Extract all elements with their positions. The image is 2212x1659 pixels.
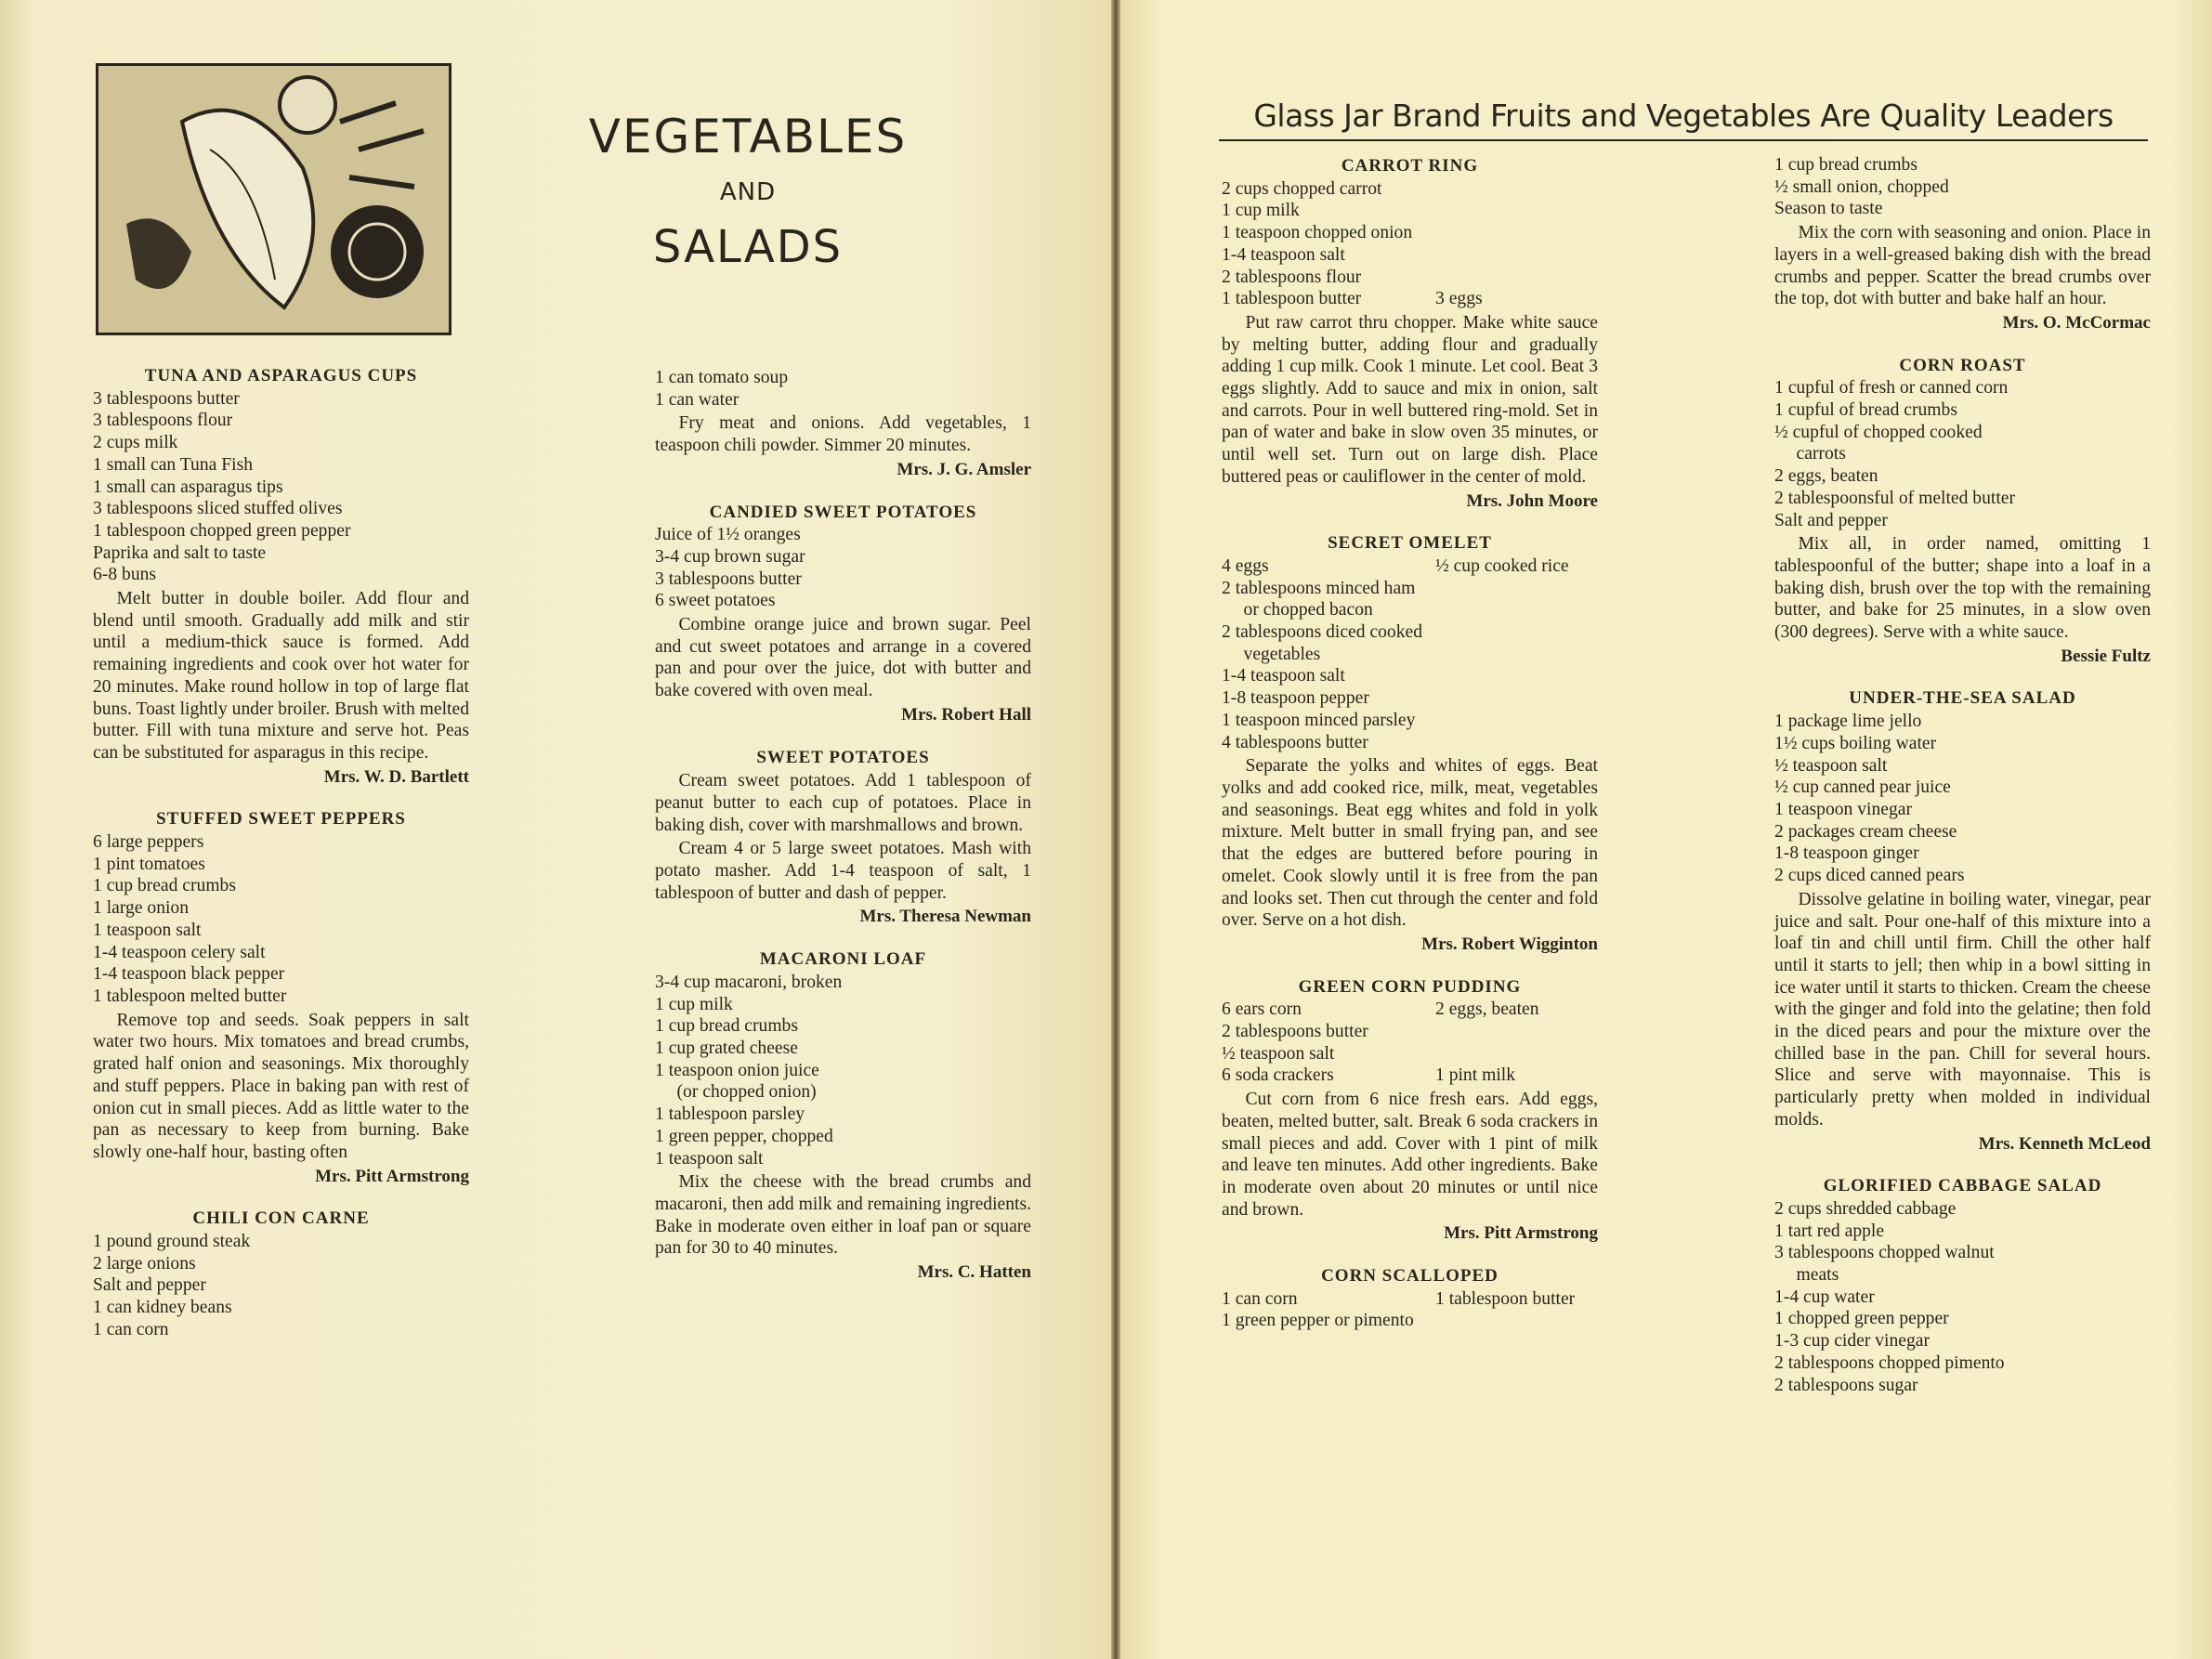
- ingredient-item: 1 package lime jello: [1774, 712, 1922, 732]
- ingredient-item: 1 cupful of fresh or canned corn: [1774, 378, 2009, 398]
- recipe-directions: Mix the corn with seasoning and onion. Place in layers in a well-greased baking dish with the bread crumbs and pepper. Scatter the bread crumbs over the top, dot with butter and bake half an hour.: [1774, 223, 2151, 309]
- ingredient-item: 6 ears corn: [1222, 999, 1302, 1020]
- page-header: Glass Jar Brand Fruits and Vegetables Are Quality Leaders: [1253, 98, 2114, 134]
- recipe-directions: Mix all, in order named, omitting 1 tablespoonful of the butter; shape into a loaf in a baking dish, brush over the top with the remaining butter, and bake for 25 minutes, in a slow oven (300 degrees). Serve with a white sauce.: [1774, 534, 2151, 643]
- recipe-directions: Fry meat and onions. Add vegetables, 1 teaspoon chili powder. Simmer 20 minutes.: [655, 413, 1031, 456]
- recipe-author: Mrs. Robert Hall: [901, 704, 1031, 725]
- recipe: [1222, 1265, 1598, 1332]
- ingredient-item: ½ cup canned pear juice: [1774, 777, 1951, 798]
- ingredient-item: 3 tablespoons butter: [655, 568, 802, 589]
- ingredient-item: 1 can tomato soup: [655, 368, 789, 387]
- section-title-and: AND: [719, 178, 777, 206]
- ingredient-item: 3 eggs: [1435, 289, 1483, 309]
- recipe-author: Mrs. Theresa Newman: [859, 907, 1031, 927]
- ingredient-item: ½ small onion, chopped: [1774, 176, 1949, 197]
- ingredient-item: 2 tablespoons flour: [1222, 267, 1362, 287]
- header-rule: [1219, 139, 2148, 141]
- ingredient-item: 2 tablespoons butter: [1222, 1022, 1368, 1042]
- ingredient-item: vegetables: [1243, 644, 1321, 664]
- recipe: [93, 808, 469, 1187]
- ingredient-item: ½ teaspoon salt: [1222, 1043, 1335, 1064]
- recipe-author: Mrs. Kenneth McLeod: [1978, 1133, 2151, 1154]
- ingredient-item: 1 teaspoon salt: [655, 1148, 764, 1169]
- ingredient-item: 1 can corn: [93, 1319, 169, 1339]
- ingredient-item: Paprika and salt to taste: [93, 542, 267, 563]
- recipe-title: GREEN CORN PUDDING: [1298, 976, 1522, 997]
- ingredient-item: 1-8 teaspoon pepper: [1222, 688, 1369, 709]
- ingredient-item: 3 tablespoons butter: [93, 388, 240, 409]
- ingredient-item: Juice of 1½ oranges: [655, 525, 801, 545]
- recipe-author: Mrs. Pitt Armstrong: [315, 1166, 469, 1186]
- recipe-author: Mrs. O. McCormac: [2002, 312, 2151, 333]
- ingredient-line: [1222, 555, 1598, 578]
- ingredient-item: 4 eggs: [1222, 555, 1269, 576]
- ingredient-item: 2 cups shredded cabbage: [1774, 1198, 1957, 1219]
- recipe: [1774, 355, 2151, 668]
- recipe-directions: Cut corn from 6 nice fresh ears. Add eggs, beaten, melted butter, salt. Break 6 soda crackers in small pieces and add. Cover with 1 pint of milk and leave ten minutes. Add other ingredients. Bake in moderate oven about 20 minutes or until nice and brown.: [1222, 1090, 1598, 1220]
- ingredient-item: meats: [1796, 1265, 1839, 1286]
- ingredient-item: 1 green pepper, chopped: [655, 1126, 833, 1146]
- ingredient-item: 1-4 teaspoon salt: [1222, 244, 1345, 265]
- recipe: [1222, 976, 1598, 1245]
- recipe-title: MACARONI LOAF: [759, 949, 927, 970]
- recipe-directions: Dissolve gelatine in boiling water, vinegar, pear juice and salt. Pour one-half of this mixture into a loaf tin and chill until firm. Chill the other half until it starts to jell; then whip in a bowl sitting in ice water until it starts to thicken. Cream the cheese with the ginger and fold into the gelatine; then fold in the diced pears and pour the mixture over the chilled base in the pan. Chill for several hours. Slice and serve with mayonnaise. This is particularly pretty when molded in individual molds.: [1774, 889, 2151, 1130]
- section-subtitle: SALADS: [652, 221, 844, 273]
- ingredient-item: Season to taste: [1774, 199, 1883, 219]
- recipe-directions: Put raw carrot thru chopper. Make white sauce by melting butter, adding flour and gradually adding 1 cup milk. Cook 1 minute. Let cool. Beat 3 eggs slightly. Add to sauce and mix in onion, salt and carrots. Pour in well buttered ring-mold. Set in pan of water and bake in slow oven 35 minutes, or until well set. Turn out on large dish. Place buttered peas or cauliflower in the center of mold.: [1222, 312, 1598, 487]
- recipe-directions: Remove top and seeds. Soak peppers in salt water two hours. Mix tomatoes and bread crumbs, grated half onion and seasonings. Mix thoroughly and stuff peppers. Place in baking pan with rest of onion cut in small pieces. Add as little water to the pan as necessary to keep from burning. Bake slowly one-half hour, basting often: [93, 1010, 469, 1162]
- ingredient-item: 1 pint milk: [1435, 1065, 1516, 1086]
- recipe-title: UNDER-THE-SEA SALAD: [1849, 688, 2076, 709]
- recipe-author: Mrs. Pitt Armstrong: [1444, 1223, 1598, 1244]
- ingredient-item: 2 tablespoons chopped pimento: [1774, 1352, 2005, 1373]
- ingredient-item: 1 tablespoon butter: [1435, 1288, 1576, 1309]
- ingredient-item: 1 tablespoon parsley: [655, 1104, 805, 1125]
- ingredient-item: 1 large onion: [93, 898, 190, 919]
- ingredient-item: 2 cups chopped carrot: [1222, 178, 1382, 199]
- recipe: [655, 747, 1031, 929]
- ingredient-item: 2 eggs, beaten: [1435, 999, 1539, 1020]
- ingredient-item: 1 tart red apple: [1774, 1221, 1885, 1241]
- ingredient-item: (or chopped onion): [676, 1082, 817, 1103]
- ingredient-item: 1 cupful of bread crumbs: [1774, 400, 1957, 421]
- ingredient-item: 3 tablespoons chopped walnut: [1774, 1243, 1995, 1263]
- recipe-author: Mrs. Robert Wigginton: [1421, 934, 1598, 954]
- recipe-title: GLORIFIED CABBAGE SALAD: [1823, 1176, 2102, 1196]
- recipe-title: CORN ROAST: [1899, 355, 2026, 375]
- recipe-directions: Separate the yolks and whites of eggs. Beat yolks and add cooked rice, milk, meat, vegetables and seasonings. Beat egg whites and fold in yolk mixture. Melt butter in small frying pan, and see that the edges are buttered before pouring in omelet. Cook slowly until it is free from the pan and looks set. Then cut through the center and fold over. Serve on a hot dish.: [1222, 756, 1598, 931]
- recipe: [1222, 532, 1598, 955]
- recipe-title: SWEET POTATOES: [756, 747, 930, 767]
- recipe-author: Mrs. C. Hatten: [917, 1262, 1031, 1283]
- ingredient-item: ½ cupful of chopped cooked: [1774, 422, 1983, 442]
- recipe-author: Bessie Fultz: [2061, 646, 2151, 666]
- ingredient-item: Salt and pepper: [1774, 510, 1888, 530]
- ingredient-line: [1222, 999, 1598, 1021]
- recipe-title: SECRET OMELET: [1328, 533, 1492, 554]
- ingredient-item: 1-4 cup water: [1774, 1287, 1875, 1307]
- recipe-title: CHILI CON CARNE: [192, 1208, 370, 1229]
- recipe: [1774, 154, 2151, 334]
- ingredient-line: [1222, 1065, 1598, 1087]
- ingredient-item: 2 large onions: [93, 1253, 196, 1274]
- ingredient-item: or chopped bacon: [1243, 600, 1373, 620]
- recipe: [655, 367, 1031, 481]
- recipe-title: CORN SCALLOPED: [1321, 1266, 1499, 1287]
- ingredient-item: 2 tablespoons minced ham: [1222, 578, 1416, 598]
- ingredient-item: 2 packages cream cheese: [1774, 821, 1957, 842]
- recipe-title: CARROT RING: [1341, 156, 1479, 176]
- ingredient-line: [1222, 1288, 1598, 1311]
- recipe: [1222, 155, 1598, 512]
- ingredient-item: 1 teaspoon minced parsley: [1222, 710, 1416, 730]
- ingredient-item: 4 tablespoons butter: [1222, 732, 1368, 752]
- ingredient-item: 1 can corn: [1222, 1288, 1298, 1309]
- ingredient-item: 3 tablespoons flour: [93, 411, 233, 431]
- ingredient-item: 1 tablespoon butter: [1222, 289, 1362, 309]
- recipe-directions: Cream 4 or 5 large sweet potatoes. Mash with potato masher. Add 1-4 teaspoon of salt, 1 tablespoon of butter and dash of pepper.: [655, 839, 1031, 903]
- ingredient-item: 1 small can asparagus tips: [93, 477, 283, 497]
- recipe-author: Mrs. John Moore: [1466, 490, 1598, 511]
- ingredient-item: ½ cup cooked rice: [1435, 555, 1569, 576]
- recipe-directions: Cream sweet potatoes. Add 1 tablespoon of peanut butter to each cup of potatoes. Place in baking dish, cover with marshmallows and brown.: [655, 771, 1031, 835]
- ingredient-item: carrots: [1796, 444, 1846, 464]
- ingredient-item: 3-4 cup macaroni, broken: [655, 972, 843, 992]
- recipe: [1774, 1175, 2151, 1396]
- recipe: [93, 1208, 469, 1340]
- ingredient-item: 2 tablespoonsful of melted butter: [1774, 488, 2016, 508]
- recipe-title: TUNA AND ASPARAGUS CUPS: [144, 366, 418, 385]
- ingredient-item: 1 teaspoon salt: [93, 920, 202, 940]
- recipe-title: CANDIED SWEET POTATOES: [709, 502, 977, 522]
- ingredient-item: 6 large peppers: [93, 832, 204, 853]
- ingredient-item: 1 teaspoon onion juice: [655, 1060, 819, 1080]
- ingredient-item: 1 cup bread crumbs: [1774, 155, 1918, 175]
- ingredient-item: 1 cup bread crumbs: [93, 876, 236, 896]
- ingredient-item: 1 cup milk: [1222, 201, 1300, 221]
- ingredient-item: 6 sweet potatoes: [655, 591, 776, 611]
- ingredient-item: 1-4 teaspoon black pepper: [93, 964, 285, 985]
- ingredient-item: 3-4 cup brown sugar: [655, 546, 805, 567]
- ingredient-item: 1 pint tomatoes: [93, 854, 205, 874]
- ingredient-item: 1 teaspoon chopped onion: [1222, 223, 1413, 243]
- recipe: [655, 502, 1031, 726]
- ingredient-item: 2 tablespoons sugar: [1774, 1375, 1918, 1395]
- ingredient-item: ½ teaspoon salt: [1774, 755, 1888, 776]
- ingredient-item: 1 pound ground steak: [93, 1232, 251, 1252]
- vegetables-illustration: [96, 63, 452, 335]
- ingredient-item: 2 cups milk: [93, 433, 178, 453]
- ingredient-item: 2 eggs, beaten: [1774, 466, 1878, 487]
- column-1: [93, 365, 469, 1362]
- ingredient-item: 1-8 teaspoon ginger: [1774, 843, 1919, 864]
- ingredient-item: 1½ cups boiling water: [1774, 733, 1937, 753]
- ingredient-item: 1-4 teaspoon celery salt: [93, 942, 266, 962]
- ingredient-item: 1 cup bread crumbs: [655, 1016, 798, 1037]
- column-4: [1774, 154, 2151, 1417]
- ingredient-item: 1 cup milk: [655, 994, 733, 1014]
- recipe-author: Mrs. W. D. Bartlett: [323, 766, 469, 787]
- ingredient-item: 1 small can Tuna Fish: [93, 454, 254, 475]
- ingredient-item: 3 tablespoons sliced stuffed olives: [93, 499, 343, 519]
- ingredient-item: Salt and pepper: [93, 1275, 206, 1296]
- ingredient-item: 1 can water: [655, 389, 740, 410]
- ingredient-item: 1 green pepper or pimento: [1222, 1311, 1414, 1331]
- column-3: [1222, 155, 1598, 1352]
- ingredient-item: 6-8 buns: [93, 565, 157, 585]
- section-title: VEGETABLES: [588, 110, 908, 163]
- ingredient-item: 1 teaspoon vinegar: [1774, 799, 1912, 819]
- book-gutter: [1111, 0, 1120, 1659]
- ingredient-item: 1 can kidney beans: [93, 1298, 232, 1318]
- ingredient-item: 2 tablespoons diced cooked: [1222, 622, 1423, 643]
- ingredient-item: 1 chopped green pepper: [1774, 1309, 1949, 1329]
- recipe: [655, 948, 1031, 1284]
- recipe-directions: Combine orange juice and brown sugar. Peel and cut sweet potatoes and arrange in a covered pan and pour over the juice, dot with butter and bake covered with oven meal.: [655, 615, 1031, 701]
- ingredient-item: 1 tablespoon melted butter: [93, 986, 287, 1006]
- ingredient-item: 2 cups diced canned pears: [1774, 866, 1965, 886]
- ingredient-line: [1222, 288, 1598, 310]
- ingredient-item: 1 cup grated cheese: [655, 1038, 798, 1058]
- recipe-directions: Mix the cheese with the bread crumbs and macaroni, then add milk and remaining ingredients. Bake in moderate oven either in loaf pan or square pan for 30 to 40 minutes.: [655, 1172, 1031, 1259]
- recipe-author: Mrs. J. G. Amsler: [897, 459, 1031, 479]
- recipe: [93, 365, 469, 788]
- ingredient-item: 1-4 teaspoon salt: [1222, 666, 1345, 686]
- ingredient-item: 1-3 cup cider vinegar: [1774, 1331, 1931, 1352]
- recipe-title: STUFFED SWEET PEPPERS: [156, 809, 406, 830]
- recipe: [1774, 687, 2151, 1155]
- recipe-directions: Melt butter in double boiler. Add flour and blend until smooth. Gradually add milk and stir until a medium-thick sauce is formed. Add remaining ingredients and cook over hot water for 20 minutes. Make round hollow in top of large flat buns. Toast lightly under broiler. Brush with melted butter. Fill with tuna mixture and serve hot. Peas can be substituted for asparagus in this recipe.: [93, 589, 469, 763]
- ingredient-item: 6 soda crackers: [1222, 1065, 1334, 1086]
- column-2: [655, 367, 1031, 1304]
- ingredient-item: 1 tablespoon chopped green pepper: [93, 520, 351, 541]
